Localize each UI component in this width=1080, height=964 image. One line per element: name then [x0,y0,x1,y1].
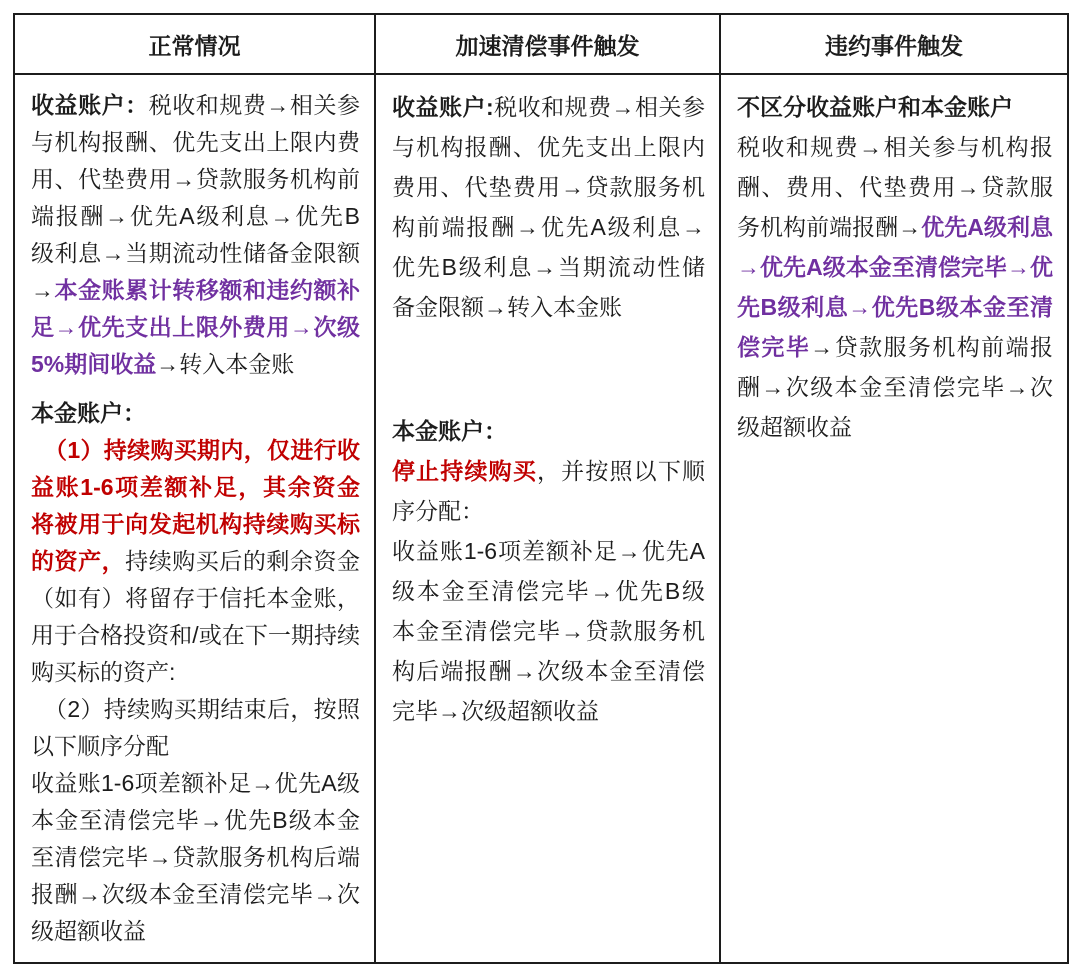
payment-waterfall-table [13,13,1069,964]
default-flow-end: →贷款服务机构前端报酬→次级本金至清偿完毕→次级超额收益 [737,334,1054,440]
clause-1-highlight: （1）持续购买期内，仅进行收益账1-6项差额补足，其余资金将被用于向发起机构持续购买标的资产， [31,437,360,574]
clause-1-rest: 持续购买后的剩余资金（如有）将留存于信托本金账，用于合格投资和/或在下一期持续购买标的资产: [31,548,361,685]
income-flow-text: 税收和规费→相关参与机构报酬、优先支出上限内费用、代垫费用→贷款服务机构前端报酬→优先A级利息→优先B级利息→当期流动性储备金限额→ [31,92,361,303]
default-waterfall-paragraph [737,127,1053,447]
final-waterfall-paragraph: 收益账1-6项差额补足→优先A级本金至清偿完毕→优先B级本金至清偿完毕→贷款服务机构后端报酬→次级本金至清偿完毕→次级超额收益 [31,770,360,944]
income-flow-text: 税收和规费→相关参与机构报酬、优先支出上限内费用、代垫费用→贷款服务机构前端报酬→优先A级利息→优先B级利息→当期流动性储备金限额→转入本金账 [392,94,705,320]
final-waterfall-paragraph: 收益账1-6项差额补足→优先A级本金至清偿完毕→优先B级本金至清偿完毕→贷款服务机构后端报酬→次级本金至清偿完毕→次级超额收益 [392,538,705,724]
principal-account-heading: 本金账户： [392,418,507,444]
default-flow-start: 税收和规费→相关参与机构报酬、费用、代垫费用→贷款服务机构前端报酬→ [737,134,1053,240]
cell-normal-case [14,74,375,963]
cell-default-case [720,74,1068,963]
default-flow-highlight: 优先A级利息→优先A级本金至清偿完毕→优先B级利息→优先B级本金至清偿完毕 [737,214,1053,360]
column-header-accelerated: 加速清偿事件触发 [375,14,720,74]
income-account-label: 收益账户: [392,94,494,120]
column-header-normal: 正常情况 [14,14,375,74]
clause-1-paragraph [31,432,360,691]
stop-purchase-paragraph [392,451,705,531]
header-row [14,14,1068,74]
body-row [14,74,1068,963]
stop-purchase-highlight: 停止持续购买 [392,458,537,484]
income-flow-tail: →转入本金账 [156,351,295,377]
income-account-paragraph [392,87,705,327]
cell-accelerated-case [375,74,720,963]
stop-purchase-rest: ，并按照以下顺序分配： [392,458,706,524]
income-account-label: 收益账户： [31,92,149,118]
income-account-paragraph [31,87,360,383]
income-flow-highlight: 本金账累计转移额和违约额补足→优先支出上限外费用→次级5%期间收益 [31,277,360,377]
column-header-default: 违约事件触发 [720,14,1068,74]
clause-2-paragraph: （2）持续购买期结束后，按照以下顺序分配 [31,696,360,759]
principal-account-heading: 本金账户： [31,400,146,426]
no-distinction-heading: 不区分收益账户和本金账户 [737,94,1013,120]
